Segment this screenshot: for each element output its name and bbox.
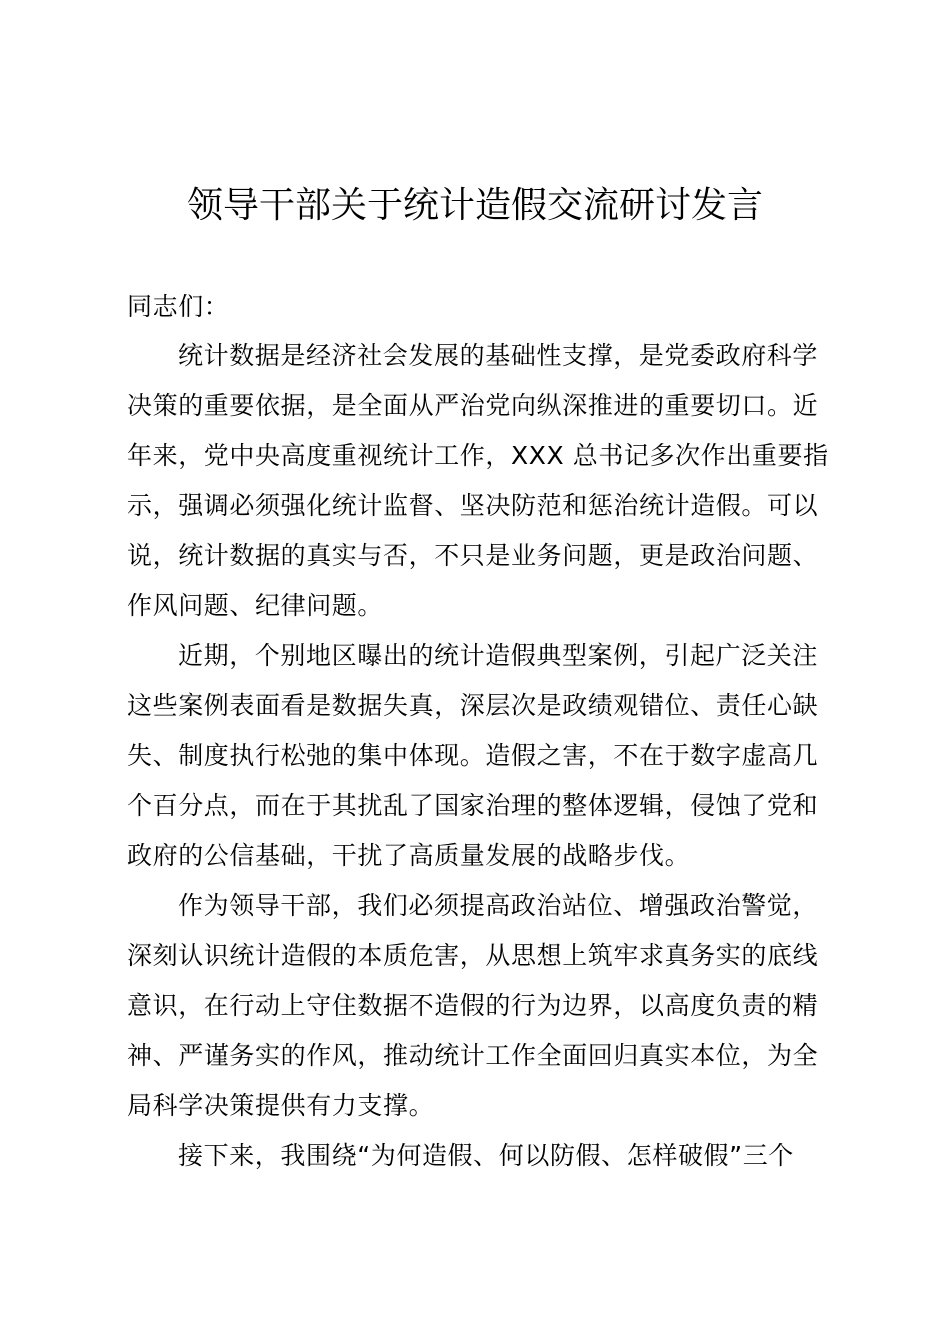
paragraph-3-line-1: 作为领导干部，我们必须提高政治站位、增强政治警觉，	[178, 891, 819, 920]
paragraph-1-line-3: 年来，党中央高度重视统计工作，XXX 总书记多次作出重要指	[127, 441, 829, 470]
paragraph-4-line-1: 接下来，我围绕“为何造假、何以防假、怎样破假”三个	[178, 1141, 794, 1170]
paragraph-1-line-2: 决策的重要依据，是全面从严治党向纵深推进的重要切口。近	[127, 391, 819, 420]
paragraph-1-line-5: 说，统计数据的真实与否，不只是业务问题，更是政治问题、	[127, 541, 819, 570]
paragraph-2-line-4: 个百分点，而在于其扰乱了国家治理的整体逻辑，侵蚀了党和	[127, 791, 819, 820]
paragraph-3-line-3: 意识，在行动上守住数据不造假的行为边界，以高度负责的精	[127, 991, 819, 1020]
paragraph-2-line-1: 近期，个别地区曝出的统计造假典型案例，引起广泛关注	[178, 641, 819, 670]
paragraph-3-line-5: 局科学决策提供有力支撑。	[127, 1091, 435, 1120]
paragraph-3-line-4: 神、严谨务实的作风，推动统计工作全面回归真实本位，为全	[127, 1041, 819, 1070]
paragraph-1-line-4: 示，强调必须强化统计监督、坚决防范和惩治统计造假。可以	[127, 491, 819, 520]
document-title: 领导干部关于统计造假交流研讨发言	[186, 185, 763, 226]
paragraph-2-line-2: 这些案例表面看是数据失真，深层次是政绩观错位、责任心缺	[127, 691, 819, 720]
paragraph-3-line-2: 深刻认识统计造假的本质危害，从思想上筑牢求真务实的底线	[127, 941, 819, 970]
salutation: 同志们：	[127, 292, 230, 321]
paragraph-2-line-5: 政府的公信基础，干扰了高质量发展的战略步伐。	[127, 841, 691, 870]
paragraph-2-line-3: 失、制度执行松弛的集中体现。造假之害，不在于数字虚高几	[127, 741, 819, 770]
paragraph-1-line-1: 统计数据是经济社会发展的基础性支撑，是党委政府科学	[178, 341, 819, 370]
paragraph-1-line-6: 作风问题、纪律问题。	[127, 591, 384, 620]
